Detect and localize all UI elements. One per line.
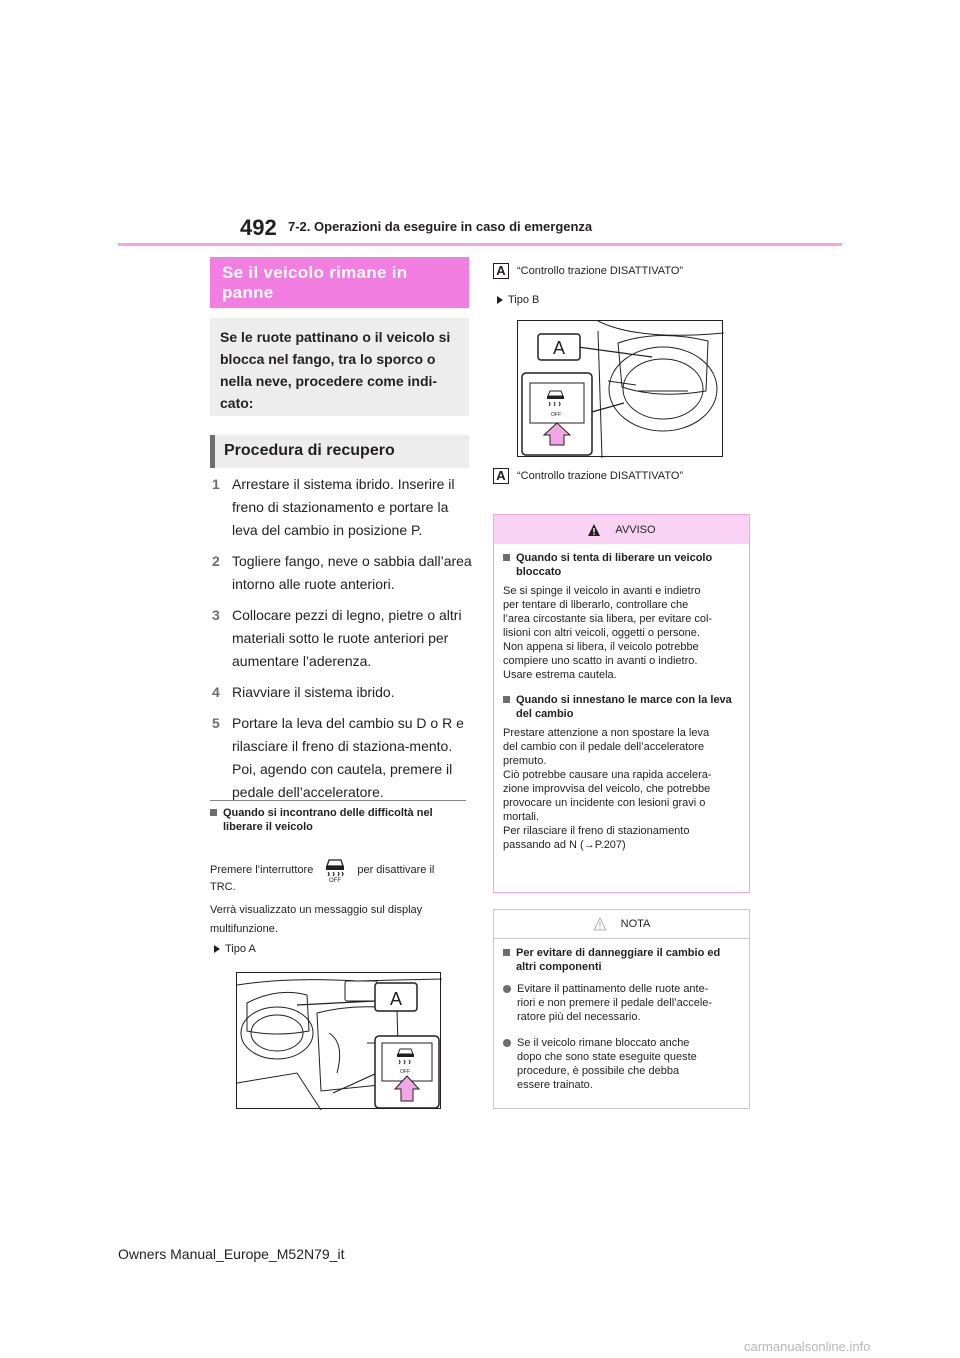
- round-bullet-icon: [503, 1039, 511, 1047]
- tipo-a-text: Tipo A: [225, 943, 256, 955]
- tipo-b-label: [497, 294, 539, 306]
- round-bullet-icon: [503, 985, 511, 993]
- procedure-title: Procedura di recupero: [210, 435, 469, 468]
- step-item: [212, 604, 474, 673]
- page-number: 492: [240, 215, 277, 240]
- figure-off-label-b: OFF: [551, 412, 561, 418]
- warning-text-2: Prestare attenzione a non spostare la leva del cambio con il pedale dell’acceleratore premuto. Ciò potrebbe causare una rapida accelera- zione improvvisa del veicolo, che potrebbe provocare un incidente con lesioni gravi o mortali. Per rilasciare il freno di stazionamento passando ad N (→P.207): [503, 727, 712, 851]
- step-item: [212, 681, 474, 704]
- press-switch-line: [210, 858, 434, 882]
- section-title: 7-2. Operazioni da eseguire in caso di emergenza: [288, 219, 593, 234]
- press-text-after: per disattivare il: [357, 864, 435, 876]
- step-number: 5: [212, 715, 220, 731]
- step-text: Riavviare il sistema ibrido.: [232, 684, 395, 700]
- caption-row-1: [493, 263, 683, 279]
- step-item: [212, 550, 474, 596]
- step-text: Togliere fango, neve o sabbia dall’area intorno alle ruote anteriori.: [232, 553, 472, 592]
- warning-triangle-icon: [587, 523, 601, 537]
- triangle-bullet-icon: [214, 945, 220, 953]
- note-sub-title: Per evitare di danneggiare il cambio ed altri componenti: [516, 947, 721, 973]
- square-bullet-icon: [503, 554, 510, 561]
- warning-sub-heading: [503, 693, 740, 721]
- intro-box: Se le ruote pattinano o il veicolo si blocca nel fango, tra lo sporco o nella neve, procedere come indi-cato:: [210, 318, 469, 416]
- divider: [210, 800, 466, 801]
- square-bullet-icon: [503, 696, 510, 703]
- step-text: Arrestare il sistema ibrido. Inserire il freno di stazionamento e portare la leva del cambio in posizione P.: [232, 476, 455, 538]
- step-number: 1: [212, 476, 220, 492]
- footer-text: Owners Manual_Europe_M52N79_it: [118, 1246, 345, 1262]
- step-item: [212, 712, 474, 804]
- step-number: 3: [212, 607, 220, 623]
- note-bullet-text-2: Se il veicolo rimane bloccato anche dopo che sono state eseguite queste procedure, è possibile che debba essere trainato.: [517, 1037, 697, 1091]
- note-sub-heading: [503, 946, 740, 974]
- warning-text-1: Se si spinge il veicolo in avanti e indietro per tentare di liberarlo, controllare che l’area circostante sia libera, per evitare col- lisioni con altri veicoli, oggetti o persone. Non appena si libera, il veicolo potrebbe compiere uno scatto in avanti o indietro. Usare estrema cautela.: [503, 585, 713, 681]
- note-box: [493, 909, 750, 1109]
- warning-sub-heading: [503, 551, 740, 579]
- warning-sub-title-2: Quando si innestano le marce con la leva del cambio: [516, 694, 732, 720]
- label-a-icon: A: [493, 263, 509, 279]
- label-a-icon: A: [493, 468, 509, 484]
- warning-body: [494, 544, 749, 859]
- tipo-b-text: Tipo B: [508, 294, 540, 306]
- note-bullet: [503, 982, 740, 1024]
- warning-title: AVVISO: [615, 523, 656, 536]
- figure-tipo-a: [236, 972, 441, 1109]
- icon-off-label: OFF: [329, 878, 342, 882]
- trc-text: TRC.: [210, 881, 236, 893]
- tipo-a-label: [214, 943, 256, 955]
- difficulty-title: Quando si incontrano delle difficoltà nel liberare il veicolo: [223, 807, 433, 833]
- step-number: 2: [212, 553, 220, 569]
- dashboard-illustration-a: [237, 973, 442, 1110]
- step-text: Collocare pezzi di legno, pietre o altri materiali sotto le ruote anteriori per aumentare l’aderenza.: [232, 607, 462, 669]
- note-title: NOTA: [620, 918, 651, 930]
- warning-box: [493, 514, 750, 893]
- steps-list: [212, 473, 474, 812]
- caption-row-2: [493, 468, 683, 484]
- caption-text-1: “Controllo trazione DISATTIVATO”: [517, 265, 684, 277]
- step-text: Portare la leva del cambio su D o R e rilasciare il freno di staziona-mento. Poi, agendo con cautela, premere il pedale dell’acceleratore.: [232, 715, 464, 800]
- step-item: [212, 473, 474, 542]
- callout-label-b: A: [552, 338, 566, 358]
- note-bullet: [503, 1036, 740, 1092]
- dashboard-illustration-b: [518, 321, 724, 458]
- difficulty-heading: [210, 806, 472, 834]
- press-text-before: Premere l’interruttore: [210, 864, 314, 876]
- triangle-bullet-icon: [497, 296, 503, 304]
- figure-off-label: OFF: [400, 1069, 410, 1075]
- watermark: carmanualsonline.info: [744, 1339, 871, 1354]
- callout-label-a: A: [389, 989, 403, 1009]
- figure-tipo-b: [517, 320, 723, 457]
- caption-text-2: “Controllo trazione DISATTIVATO”: [517, 470, 684, 482]
- traction-off-icon: [317, 858, 353, 882]
- square-bullet-icon: [503, 949, 510, 956]
- header-rule: [118, 243, 842, 246]
- stuck-vehicle-banner: Se il veicolo rimane in panne: [210, 257, 469, 308]
- display-message-text: Verrà visualizzato un messaggio sul display multifunzione.: [210, 904, 423, 935]
- note-header: [494, 910, 749, 939]
- square-bullet-icon: [210, 809, 217, 816]
- step-number: 4: [212, 684, 220, 700]
- note-bullet-text-1: Evitare il pattinamento delle ruote ante- riori e non premere il pedale dell’accele- ratore più del necessario.: [517, 983, 713, 1023]
- warning-header: [494, 515, 749, 544]
- note-triangle-icon: [593, 917, 607, 931]
- warning-sub-title-1: Quando si tenta di liberare un veicolo bloccato: [516, 552, 713, 578]
- note-body: [494, 939, 749, 1099]
